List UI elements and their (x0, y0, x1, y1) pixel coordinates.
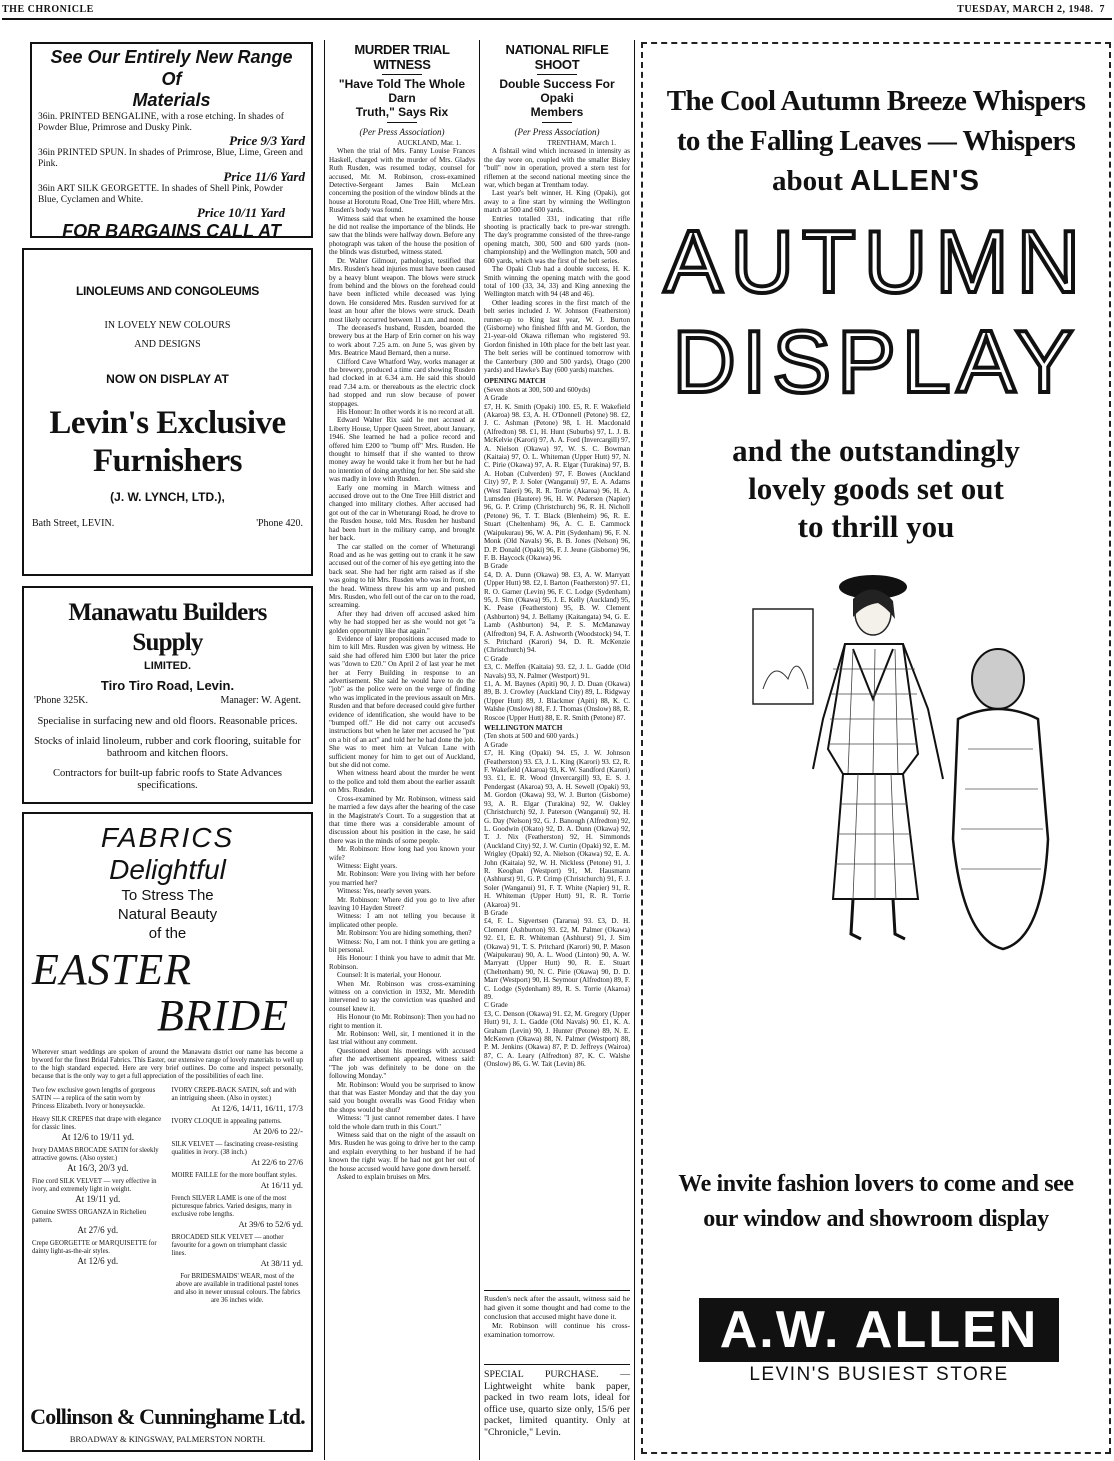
murder-paragraph: Counsel: It is material, your Honour. (337, 971, 442, 980)
murder-paragraph: Witness: No, I am not. I think you are getting a bit personal. (329, 937, 475, 954)
ad-materials (30, 42, 313, 238)
fabric-desc: Genuine SWISS ORGANZA in Richelieu pattern. (32, 1209, 147, 1224)
murder-paragraph: Cross-examined by Mr. Robinson, witness said he married a few days after the hearing of the case in the Magistrate's Court. To a suggestion that at that time there was a considerable amount of discussion about his position in the case, he said there was in the minds of some people. (329, 794, 475, 845)
fabric-desc: IVORY CLOQUE in appealing patterns. (171, 1118, 282, 1125)
murder-subhead-2: Truth," Says Rix (355, 105, 449, 119)
wellington-results-a: £7, H. King (Opaki) 94. £5, J. W. Johnson (Featherston) 93. £3, J. L. King (Karori) 93. £2, R. F. Wakefield (Akaroa) 93, K. W. Sandford (Karori) 93. £1, E. R. Wood (Invercargill) 93, E. S. J. Pendergast (Akaroa) 93, A. H. Sewell (Opaki) 93, M. Gordon (Okawa) 93, W. J. Burton (Gisborne) 93, A. R. Elgar (Turakina) 92, W. Oakley (Christchurch) 92, J. Paterson (Wanganui) 92, H. G. Day (Nelson) 92, G. J. Banough (Alfredton) 92, L. Goodwin (Okato) 92, D. A. Dunn (Okawa) 92, T. J. Nix (Featherston) 92, H. Simmonds (Auckland City) 92, J. W. Curtin (Opaki) 92, E. M. Wrigley (Opaki) 92, A. Nielson (Okawa) 92, E. A. John (Kaitaia) 92, W. H. Nickless (Petone) 91, J. R. Keoghan (Westport) 91, M. Hausmann (Ashhurst) 91, G. P. Crimp (Christchurch) 91, F. J. Soler (Wanganui) 91, F. T. White (Napier) 91, R. H. Whiteman (Upper Hutt) 91, R. R. Torrie (Akaroa) 91. (484, 749, 630, 909)
murder-paragraph: Mr. Robinson: Where did you go to live after leaving 10 Hayden Street? (329, 895, 475, 912)
fabrics-line-1: To Stress The (121, 887, 214, 904)
allen-line-1: The Cool Autumn Breeze Whispers (666, 85, 1086, 117)
linoleums-store-2: Furnishers (92, 443, 242, 479)
fabric-item (32, 1178, 164, 1204)
murder-paragraph: Asked to explain bruises on Mrs. (337, 1172, 431, 1181)
murder-paragraph: Witness said that on the night of the assault on Mrs. Rusden he was going to drive her to the camp and explain everything to her husband if he had known the right way. If he had not got her out of the house accused would have gone down herself. (329, 1130, 475, 1173)
allen-autumn: AUTUMN (663, 212, 1089, 311)
murder-paragraph: Edward Walter Rix said he met accused at Liberty House, Upper Queen Street, about January, 1946. She learned he had a police record and offered him £200 to "bump off" Mrs. Rusden. He thought to himself that if she wanted to throw money away he would take it from her but he had no intention of doing anything for her. She said she was madly in love with Rusden. (329, 416, 475, 484)
linoleums-phone: 'Phone 420. (256, 518, 303, 529)
murder-paragraph: When witness heard about the murder he went to the police and told them about the earlier assault on Mrs. Rusden. (329, 769, 475, 795)
fabric-price: At 22/6 to 27/6 (251, 1157, 303, 1167)
article-rifle-shoot (484, 42, 630, 1454)
murder-paragraph: Mr. Robinson: Would you be surprised to know that that was Easter Monday and that the day you said you bought overalls was Good Friday when the shops would be shut? (329, 1080, 475, 1114)
masthead-rule (2, 18, 1112, 20)
issue-date (900, 4, 1105, 15)
date-text: TUESDAY, MARCH 2, 1948. (957, 4, 1094, 15)
divider (484, 1290, 630, 1291)
fabric-price: At 16/3, 20/3 yd. (67, 1163, 129, 1173)
fabrics-bride: BRIDE (156, 991, 289, 1040)
murder-paragraph: Mr. Robinson: How long had you known your wife? (329, 845, 475, 862)
materials-price-1: Price 9/3 Yard (229, 133, 305, 148)
fabric-item (32, 1147, 164, 1173)
fabric-price: At 38/11 yd. (260, 1258, 303, 1268)
builders-para-3: Contractors for built-up fabric roofs to State Advances specifications. (53, 768, 282, 791)
opening-grade-a: A Grade (484, 394, 508, 403)
rifle-paragraph: Last year's belt winner, H. King (Opaki), got away to a fine start by winning the Wellington match at 500 and 600 yards. (484, 189, 630, 215)
fabrics-store: Collinson & Cunninghame Ltd. (30, 1404, 305, 1429)
opening-results-c: £3, C. Meffen (Kaitaia) 93. £2, J. L. Gadde (Old Navals) 93, N. Palmer (Westport) 91. (484, 663, 630, 680)
builders-phone: 'Phone 325K. (34, 695, 89, 706)
wellington-match-title: WELLINGTON MATCH (484, 724, 563, 733)
allen-display: DISPLAY (672, 312, 1080, 411)
fabric-desc: Fine cord SILK VELVET — very effective in ivory, and extremely light in weight. (32, 1178, 157, 1193)
murder-paragraph: Mr. Robinson: Were you living with her before you married her? (329, 870, 475, 887)
divider (382, 74, 422, 75)
legs (851, 899, 905, 939)
builders-road: Tiro Tiro Road, Levin. (100, 678, 235, 693)
materials-headline-2: Materials (132, 90, 211, 110)
wellington-grade-c: C Grade (484, 1001, 508, 1010)
allen-line-2: to the Falling Leaves — Whispers (676, 125, 1076, 157)
rifle-paragraph: A fishtail wind which increased in intensity as the day wore on, coupled with the smaller Bisley "bull" now in operation, proved a stern test for riflemen at the second national meeting since the war, which began at Trentham today. (484, 147, 630, 190)
fabrics-list-left (32, 1087, 164, 1310)
rifle-subhead-1: Double Success For Opaki (499, 77, 615, 105)
ad-linoleums (22, 248, 313, 576)
murder-body (329, 147, 475, 1181)
page-number: 7 (1099, 4, 1105, 15)
murder-paragraph: Mr. Robinson: Well, sir, I mentioned it in the last trial without any comment. (329, 1030, 475, 1047)
ad-builders (22, 586, 313, 804)
builders-contact (34, 695, 301, 706)
murder-paragraph: Witness said that when he examined the house he did not realise the importance of the blinds. He saw that the blinds were halfway down. Before any photograph was taken of the house the position of the blinds was disturbed, witness stated. (329, 214, 475, 257)
murder-paragraph: Witness: I am not telling you because it implicated other people. (329, 912, 475, 929)
divider (387, 122, 417, 123)
fabrics-title: FABRICS (100, 822, 235, 853)
divider (484, 1364, 630, 1365)
rifle-paragraph: Entries totalled 331, indicating that rifle shooting is practically back to pre-war strength. The day's programme consisted of the three-range opening match, 300, 500 and 600 yards (non-championship) and the Wellington match, 500 and 600 yards, which was the first of the belt series. (484, 214, 630, 265)
materials-item-3: 36in ART SILK GEORGETTE. In shades of Shell Pink, Powder Blue, Cyclamen and White. (38, 184, 283, 205)
fabric-item (172, 1172, 304, 1190)
opening-results-c2: £1, A. M. Baynes (Apiti) 90, J. D. Duan (Okawa) 89, B. J. Crowley (Auckland City) 89, L. Ridgway (Upper Hutt) 89, J. Blackmer (Apiti) 88, K. C. Walshe (Onslow) 88, F. J. Thomas (Onslow) 88, R. Roscoe (Upper Hutt) 88, E. R. Smith (Petone) 87. (484, 680, 630, 722)
murder-subhead-1: "Have Told The Whole Darn (338, 77, 466, 105)
rifle-dateline: TRENTHAM, March 1. (547, 139, 616, 147)
murder-cont-2: Mr. Robinson will continue his cross-examination tomorrow. (484, 1321, 630, 1339)
opening-match-title: OPENING MATCH (484, 377, 546, 386)
builders-manager: Manager: W. Agent. (220, 695, 301, 706)
divider (542, 122, 572, 123)
builders-limited: LIMITED. (143, 660, 192, 672)
fabric-price: At 20/6 to 22/- (252, 1126, 303, 1136)
murder-paragraph: His Honour: In other words it is no record at all. (337, 408, 474, 416)
linoleums-display: NOW ON DISPLAY AT (106, 372, 229, 386)
fabrics-subtitle: Delightful (109, 854, 226, 885)
fabric-item (32, 1087, 164, 1111)
fabric-item (172, 1118, 304, 1136)
fabric-price: At 12/6, 14/11, 16/11, 17/3 (211, 1103, 303, 1113)
fabrics-intro: Wherever smart weddings are spoken of around the Manawatu district our name has become a byword for the finest Bridal Fabrics. This Easter, our extensive range of lovely materials to well up to the high standard expected. Here are very brief outlines. Do come and inspect personally, because that is the only way to get a full appreciation of the possibilities of each line. (32, 1049, 303, 1080)
fabric-item (172, 1087, 304, 1113)
fabric-item (32, 1240, 164, 1266)
special-purchase (484, 1364, 630, 1456)
builders-para-1: Specialise in surfacing new and old floors. Reasonable prices. (37, 716, 298, 727)
opening-grade-c: C Grade (484, 654, 508, 663)
allen-logo: A.W. ALLEN (699, 1298, 1059, 1362)
fabric-desc: Two few exclusive gown lengths of gorgeous SATIN — a replica of the satin worn by Princess Elizabeth. Ivory or honeysuckle. (32, 1087, 156, 1110)
opening-results-a: £7, H. K. Smith (Opaki) 100. £5, R. F. Wakefield (Akaroa) 98. £3, A. H. O'Donnell (Petone) 98. £2, J. C. Ashman (Petone) 98, I. H. Macdonald (Alfredton) 98. £1, H. Hunt (Suburbs) 97, L. J. B. McKelvie (Karori) 97, A. A. Ford (Invercargill) 97, A. Nielson (Okawa) 97, W. S. C. Bowman (Kaitaia) 97, O. L. Whiteman (Upper Hutt) 97, N. C. Pirie (Okawa) 97, A. R. Elgar (Turakina) 97, B. A. Hoban (Culverden) 97, F. Bowes (Auckland City) 97, P. J. Soler (Wanganui) 97, E. A. Adams (West Taieri) 96, R. R. Torrie (Akaroa) 96, H. A. Lumsden (Hautere) 96, H. W. Pedersen (Napier) 96, G. P. Crimp (Christchurch) 96, R. H. Nicholl (Petone) 96, T. T. Black (Blenheim) 96, R. E. Stuart (Cheltenham) 96, A. C. E. Cammock (Waipukurau) 96, W. A. Pitt (Sydenham) 96, F. N. Monk (Old Navals) 96, B. B. Jones (Nelson) 96, D. P. Donald (Opaki) 96, F. J. Jeune (Gisborne) 96, F. B. Haycock (Okawa) 96. (484, 402, 630, 562)
fabric-desc: SILK VELVET — fascinating crease-resisting qualities in ivory. (38 inch.) (171, 1141, 298, 1156)
murder-paragraph: The deceased's husband, Rusden, boarded the brewery bus at the Harp of Erin corner on his way to work about 7.25 a.m. on June 5, was given by Mrs. Beatrice Maud Bernard, then a nurse. (329, 323, 475, 358)
murder-paragraph: Mr. Robinson: You are hiding something, then? (337, 929, 472, 938)
fabric-price: At 16/11 yd. (260, 1180, 303, 1190)
materials-headline: See Our Entirely New Range Of (50, 47, 293, 89)
allen-tag-2: lovely goods set out (748, 471, 1004, 506)
allen-busiest: LEVIN'S BUSIEST STORE (749, 1364, 1009, 1385)
materials-item-2: 36in PRINTED SPUN. In shades of Primrose, Blue, Lime, Green and Pink. (38, 148, 303, 169)
linoleums-footer (32, 518, 303, 529)
ad-allen (641, 42, 1111, 1454)
fashion-illustration-icon (703, 539, 1063, 959)
fabrics-list-right (172, 1087, 304, 1310)
murder-paragraph: Witness: Yes, nearly seven years. (337, 887, 432, 896)
fabric-item (172, 1141, 304, 1167)
fabric-item (32, 1209, 164, 1235)
murder-paragraph: When Mr. Robinson was cross-examining witness on a conviction in 1932, Mr. Meredith intervened to say the conviction was quashed and counsel knew it. (329, 979, 475, 1013)
article-murder-trial (329, 42, 475, 1454)
materials-price-2: Price 11/6 Yard (223, 169, 305, 184)
murder-cont-1: Rusden's neck after the assault, witness said he had given it some thought and had come to the conclusion that accused might have done it. (484, 1294, 630, 1321)
fabric-item (172, 1273, 304, 1305)
materials-price-3: Price 10/11 Yard (196, 205, 285, 220)
divider (537, 74, 577, 75)
allen-tag-3: to thrill you (797, 509, 955, 544)
fabric-desc: Ivory DAMAS BROCADE SATIN for sleekly attractive gowns. (Also oyster.) (32, 1147, 159, 1162)
mirror-frame (753, 609, 813, 704)
skirt (833, 774, 918, 899)
fabrics-line-3: of the (148, 925, 187, 942)
fabrics-list (32, 1087, 303, 1310)
fabric-item (172, 1195, 304, 1229)
opening-match-sub: (Seven shots at 300, 500 and 600yds) (484, 385, 591, 394)
fabric-desc: For BRIDESMAIDS' WEAR, most of the above are available in traditional pastel tones and also in newer unusual colours. The fabrics are 36 inches wide. (174, 1273, 301, 1304)
murder-paragraph: Clifford Cave Whatford Way, works manager at the brewery, produced a time card showing Rusden had clocked in at 6.34 a.m. He said this should read 7.34 a.m. or thereabouts as the electric clock had stopped and run slow because of power stoppages. (329, 357, 475, 408)
linoleums-line-1: IN LOVELY NEW COLOURS (104, 320, 231, 331)
rifle-paragraph: The Opaki Club had a double success, H. K. Smith winning the opening match with the good total of 100 (33, 34, 33) and King annexing the Wellington match with 94 (48 and 46). (484, 265, 630, 299)
murder-paragraph: His Honour: I think you have to admit that Mr. Robinson. (329, 954, 475, 971)
linoleums-address: Bath Street, LEVIN. (32, 518, 115, 529)
opening-results-b: £4, D. A. Dunn (Okawa) 98. £3, A. W. Marryatt (Upper Hutt) 98. £2, I. Barton (Featherston) 97. £1, R. O. Garner (Levin) 96, F. C. Lodge (Sydenham) 95, J. Sim (Okawa) 95, J. E. Kelly (Auckland) 95, K. Pease (Featherston) 95, B. W. Clement (Ashburton) 94, J. Bellamy (Kaitangata) 94, G. E. Lamb (Ashburton) 94, P. S. McManaway (Alfredton) 94, F. A. Ashworth (Woodstock) 94, T. S. Pritchard (Karori) 94, D. R. McKenzie (Christchurch) 94. (484, 570, 630, 655)
murder-paragraph: Witness: "I just cannot remember dates. I have told the whole darn truth in this Court." (329, 1114, 475, 1131)
linoleums-line-2: AND DESIGNS (134, 339, 201, 350)
fabric-desc: Crepe GEORGETTE or MARQUISETTE for dainty light-as-the-air styles. (32, 1240, 157, 1255)
murder-paragraph: Evidence of later propositions accused made to him to kill Mrs. Rusden was given by witness. He said she had offered him £300 but later the price was "down to £20." On April 2 of last year he met her at Ferry Building in response to an advertisement. She said he would have to do the "job" as the police were on the verge of finding who was implicated in the previous assault on Mrs. Rusden and that before deceased could give further evidence of identification, she would have to be "bumped off." He did not carry out accused's instructions but when he later met accused he "put on a bit of an act" and told her he had done the job. She was to meet him at Vulcan Lane with sufficient money for him to get out of Auckland, but she did not come. (329, 634, 475, 770)
allen-name: ALLEN'S (850, 165, 981, 197)
allen-tag-1: and the outstandingly (732, 433, 1020, 468)
column-rule-3 (634, 40, 635, 1460)
murder-paragraph: After they had driven off accused asked him why he had stopped her as she would not get "a golden opportunity like that again." (329, 609, 475, 635)
fabric-desc: MOIRE FAILLE for the more bouffant styles. (171, 1172, 297, 1179)
wellington-results-b: £4, F. L. Sigvertsen (Tararua) 93. £3, D. H. Clement (Ashburton) 93. £2, M. Palmer (Okawa) 92. £1, E. R. Whiteman (Ashhurst) 91, J. Sim (Okawa) 91, T. S. Pritchard (Karori) 90, P. Mason (Waipukurau) 90, A. L. Wood (Linton) 90, A. W. Marryatt (Upper Hutt) 90, R. E. Stuart (Cheltenham) 90, N. C. Pirie (Okawa) 90, D. D. Marr (Westport) 90, H. Seymour (Alfredton) 89, F. C. Lodge (Sydenham) 89, R. S. Torrie (Akaroa) 89. (484, 917, 630, 1002)
fabrics-address: BROADWAY & KINGSWAY, PALMERSTON NORTH. (69, 1434, 266, 1444)
rifle-press: (Per Press Association) (514, 127, 600, 137)
murder-paragraph: When the trial of Mrs. Fanny Louise Frances Haskell, charged with the murder of Mrs. Gladys Ruth Rusden, was resumed today, counsel for accused, Mr. M. Robinson, cross-examined Detective-Sergeant James Bain McLean concerning the position of the window blinds at the house at Horotutu Road, One Tree Hill, where Mrs. Rusden's body was found. (329, 147, 475, 215)
murder-dateline: AUCKLAND, Mar. 1. (397, 139, 461, 147)
fabric-desc: Heavy SILK CREPES that drape with elegance for classic lines. (32, 1116, 162, 1131)
fabric-item (32, 1116, 164, 1142)
fabric-desc: French SILVER LAME is one of the most picturesque fabrics. Varied designs, many in exclusive robe lengths. (171, 1195, 292, 1218)
murder-paragraph: The car stalled on the corner of Wheturangi Road and as he was getting out to crank it he saw accused out of the corner of his eye getting into the back seat. She had her right arm raised as if she was going to hit Mrs. Rusden who was in front, on the head. Witness threw his arm up and pushed Mrs. Rusden, who fell out of the car on to the road, screaming. (329, 542, 475, 610)
murder-paragraph: Early one morning in March witness and accused drove out to the One Tree Hill district and changed into military clothes. After accused had got out of the car in Wheturangi Road, he drove to the Rusden house, told Mrs. Rusden her husband had been hurt in the military camp, and brought her back. (329, 483, 475, 543)
linoleums-title: LINOLEUMS AND CONGOLEUMS (75, 284, 260, 298)
wellington-match-sub: (Ten shots at 500 and 600 yards.) (484, 732, 579, 741)
builders-name: Manawatu Builders Supply (68, 599, 267, 656)
fabric-item (172, 1234, 304, 1268)
paper-name: THE CHRONICLE (2, 4, 94, 15)
fabrics-line-2: Natural Beauty (117, 906, 218, 923)
fabric-desc: BROCADED SILK VELVET — another favourite for a gown on triumphant classic lines. (171, 1234, 288, 1257)
rifle-subhead-2: Members (530, 105, 584, 119)
linoleums-store-1: Levin's Exclusive (49, 405, 286, 441)
fabric-price: At 12/6 to 19/11 yd. (61, 1132, 134, 1142)
fabric-price: At 27/6 yd. (77, 1225, 119, 1235)
wellington-results-c: £3, C. Denson (Okawa) 91. £2, M. Gregory (Upper Hutt) 91, J. L. Gadde (Old Navals) 90. £1, K. A. Graham (Levin) 90, J. Hunter (Petone) 89, N. E. McKeown (Okawa) 88, N. Palmer (Westport) 88, P. M. Jenkins (Okawa) 87, P. D. Jeffreys (Wairoa) 87, C. A. Leary (Alfredton) 87, K. C. Walshe (Onslow) 86, G. W. Tait (Levin) 86. (484, 1009, 630, 1069)
allen-about-line (643, 164, 1109, 198)
wellington-grade-b: B Grade (484, 908, 508, 917)
rifle-headline: NATIONAL RIFLE SHOOT (505, 42, 609, 72)
murder-paragraph: Dr. Walter Gilmour, pathologist, testified that Mrs. Rusden's head injuries must have been caused by a heavy blunt weapon. The blows were struck from behind and the blows on the forehead could have been inflicted while deceased was lying down. He considered Mrs. Rusden survived for at least an hour after the blows were struck. Death most likely occurred between 11 a.m. and noon. (329, 256, 475, 324)
builders-para-2: Stocks of inlaid linoleum, rubber and cork flooring, suitable for bathroom and kitchen floors. (34, 736, 301, 759)
fabric-price: At 39/6 to 52/6 yd. (238, 1219, 303, 1229)
flowers (763, 666, 808, 689)
column-rule-2 (479, 40, 480, 1460)
second-figure-head (972, 649, 1024, 709)
column-rule-1 (324, 40, 325, 1460)
wellington-grade-a: A Grade (484, 740, 508, 749)
fabric-desc: IVORY CREPE-BACK SATIN, soft and with an intriguing sheen. (Also in oyster.) (171, 1087, 297, 1102)
linoleums-company: (J. W. LYNCH, LTD.), (110, 490, 225, 504)
rifle-paragraph: Other leading scores in the first match of the belt series included J. W. Johnson (Featherston) runner-up to King last year, W. J. Burton (Gisborne) who finished fifth and M. Gordon, the 21-year-old Okawa rifleman who registered 93. Gordon finished in 10th place for the belt last year. The belt series will be continued tomorrow with the Canterbury (300 and 500 yards), Otago (200 yards) and Hawke's Bay (600 yards) matches. (484, 298, 630, 374)
fabric-price: At 12/6 yd. (77, 1256, 119, 1266)
murder-paragraph: Witness: Eight years. (337, 861, 398, 870)
murder-continuation (484, 1290, 630, 1362)
materials-call: FOR BARGAINS CALL AT (62, 221, 281, 238)
murder-paragraph: Questioned about his meetings with accused after the advertisement appeared, witness said: "The job was definitely to be done on the following Monday." (329, 1046, 475, 1081)
fabric-price: At 19/11 yd. (75, 1194, 121, 1204)
murder-headline: MURDER TRIAL WITNESS (354, 42, 450, 72)
materials-item-1: 36in. PRINTED BENGALINE, with a rose etching. In shades of Powder Blue, Primrose and Dusky Pink. (38, 112, 284, 133)
rifle-body (484, 147, 630, 374)
ad-fabrics (22, 812, 313, 1452)
murder-paragraph: His Honour (to Mr. Robinson): Then you had no right to mention it. (329, 1013, 475, 1030)
allen-invite-1: We invite fashion lovers to come and see (678, 1171, 1074, 1197)
fabrics-easter: EASTER (32, 945, 192, 994)
special-purchase-text: SPECIAL PURCHASE. — Lightweight white bank paper, packed in two ream lots, ideal for office use, quarto size only, 15/6 per packet, limited quantity. Only at "Chronicle," Levin. (484, 1369, 630, 1438)
murder-press: (Per Press Association) (359, 127, 445, 137)
opening-grade-b: B Grade (484, 562, 508, 571)
allen-invite-2: our window and showroom display (703, 1206, 1049, 1232)
allen-about: about (771, 165, 843, 197)
